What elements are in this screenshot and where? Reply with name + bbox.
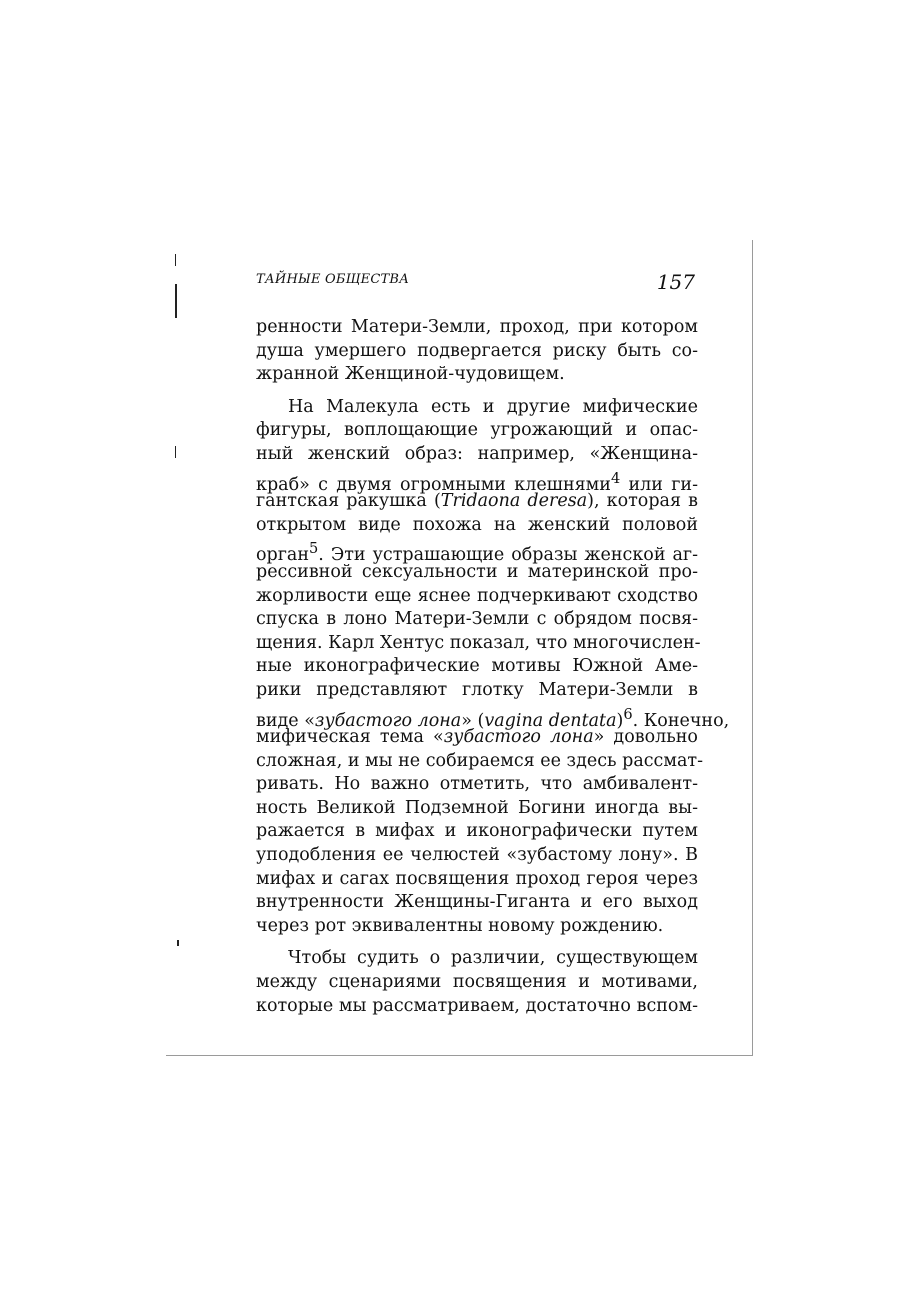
- running-head: ТАЙНЫЕ ОБЩЕСТВА: [256, 272, 410, 287]
- body-text: [256, 316, 730, 1018]
- paragraph: [256, 316, 698, 387]
- text-line: жорливости еще яснее подчеркивают сходство: [256, 585, 698, 606]
- text-line: которые мы рассматриваем, достаточно вспом-: [256, 995, 698, 1016]
- text-line: сложная, и мы не собираемся ее здесь рассмат-: [256, 750, 703, 771]
- margin-scan-mark: [175, 254, 176, 266]
- text-line: гантская ракушка (Tridaona deresa), которая в: [256, 491, 699, 512]
- text-line: мифическая тема «зубастого лона» довольно: [256, 727, 698, 748]
- text-line: виде «зубастого лона» (vagina dentata)$^6$. Конечно,: [256, 705, 730, 731]
- text-line: ные иконографические мотивы Южной Аме-: [256, 656, 698, 677]
- text-line: ривать. Но важно отметить, что амбивалент-: [256, 774, 698, 795]
- footnote-ref: 5: [309, 540, 319, 558]
- text-line: внутренности Женщины-Гиганта и его выход: [256, 892, 698, 913]
- text-line: ренности Матери-Земли, проход, при котором: [256, 317, 698, 337]
- footnote-ref: 4: [610, 469, 621, 487]
- margin-scan-mark: [175, 446, 176, 458]
- text-line: фигуры, воплощающие угрожающий и опас-: [256, 420, 698, 441]
- paragraph: [256, 947, 698, 1018]
- text-line: щения. Карл Хентус показал, что многочислен-: [256, 632, 701, 653]
- text-line: орган$^5$. Эти устрашающие образы женской аг-: [256, 540, 698, 566]
- margin-scan-mark: [175, 284, 177, 318]
- paragraph: [256, 396, 730, 939]
- page-number: 157: [656, 270, 695, 294]
- text-line: рики представляют глотку Матери-Земли в: [256, 679, 698, 700]
- text-line: краб» с двумя огромными клешнями$^4$ или ги-: [256, 469, 698, 495]
- text-line: ность Великой Подземной Богини иногда вы-: [256, 797, 698, 818]
- text-line: рессивной сексуальности и материнской про-: [256, 561, 698, 582]
- text-line: На Малекула есть и другие мифические: [288, 396, 698, 417]
- footnote-ref: 6: [623, 705, 633, 723]
- text-line: открытом виде похожа на женский половой: [256, 514, 698, 535]
- margin-scan-mark: [177, 940, 179, 946]
- text-line: через рот эквивалентны новому рождению.: [256, 915, 664, 936]
- page-border-bottom: [166, 1055, 753, 1056]
- text-line: ный женский образ: например, «Женщина-: [256, 443, 698, 464]
- text-line: ражается в мифах и иконографически путем: [256, 821, 698, 842]
- text-line: уподобления ее челюстей «зубастому лону». В: [256, 845, 698, 866]
- text-line: жранной Женщиной-чудовищем.: [256, 364, 565, 385]
- page-border-right: [752, 240, 753, 1056]
- text-line: спуска в лоно Матери-Земли с обрядом посвя-: [256, 609, 698, 630]
- text-line: душа умершего подвергается риску быть со-: [256, 340, 698, 361]
- text-line: между сценариями посвящения и мотивами,: [256, 972, 698, 993]
- text-line: мифах и сагах посвящения проход героя через: [256, 868, 698, 889]
- text-line: Чтобы судить о различии, существующем: [288, 948, 698, 969]
